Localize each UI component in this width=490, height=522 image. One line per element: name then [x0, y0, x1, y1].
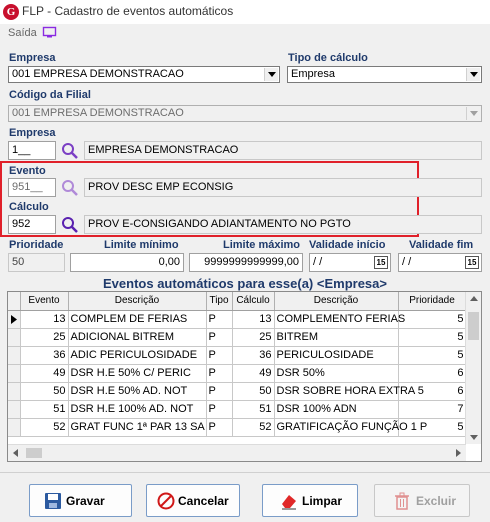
table-row[interactable] [8, 418, 466, 436]
cell-prioridade[interactable]: 5 [398, 310, 466, 328]
limite-maximo-value: 9999999999999,00 [204, 256, 299, 268]
row-indicator[interactable] [8, 382, 20, 400]
row-indicator[interactable] [8, 328, 20, 346]
calculo-label: Cálculo [9, 201, 49, 213]
chevron-down-icon[interactable] [466, 68, 480, 81]
excluir-button[interactable] [374, 484, 470, 517]
col-header-evento[interactable]: Evento [20, 292, 68, 310]
scroll-down-icon[interactable] [470, 435, 478, 440]
prioridade-label: Prioridade [9, 239, 64, 251]
empresa-select-value: 001 EMPRESA DEMONSTRACAO [12, 68, 184, 80]
calculo-name-value: PROV E-CONSIGANDO ADIANTAMENTO NO PGTO [88, 218, 351, 230]
cell-tipo[interactable]: P [206, 364, 232, 382]
chevron-down-icon[interactable] [264, 68, 278, 81]
col-header-descricao[interactable]: Descrição [68, 292, 206, 310]
footer-divider [0, 472, 490, 473]
cell-descricao-calculo[interactable]: GRATIFICAÇÃO FUNÇÃO 1 P [274, 418, 398, 436]
cell-tipo[interactable]: P [206, 346, 232, 364]
cell-calculo[interactable]: 25 [232, 328, 274, 346]
prioridade-field [8, 253, 65, 272]
calculo-code-input[interactable] [8, 215, 56, 234]
codigo-filial-value: 001 EMPRESA DEMONSTRACAO [12, 107, 184, 119]
cell-tipo[interactable]: P [206, 328, 232, 346]
scroll-up-icon[interactable] [470, 296, 478, 301]
cell-evento[interactable]: 49 [20, 364, 68, 382]
limite-minimo-value: 0,00 [158, 256, 180, 268]
horizontal-scroll-thumb[interactable] [26, 448, 42, 458]
cell-prioridade[interactable]: 5 [398, 328, 466, 346]
limpar-button[interactable] [262, 484, 358, 517]
validade-inicio-label: Validade início [309, 239, 386, 251]
table-row[interactable] [8, 310, 466, 328]
cell-prioridade[interactable]: 6 [398, 382, 466, 400]
cancelar-label: Cancelar [178, 494, 229, 508]
row-indicator[interactable] [8, 364, 20, 382]
search-icon[interactable] [61, 179, 79, 197]
limite-maximo-input[interactable] [189, 253, 303, 272]
excluir-label: Excluir [416, 494, 457, 508]
cell-descricao-calculo[interactable]: DSR SOBRE HORA EXTRA 5 [274, 382, 398, 400]
table-row[interactable] [8, 328, 466, 346]
empresa-label: Empresa [9, 52, 56, 64]
evento-name-field [84, 178, 482, 197]
window-title: FLP - Cadastro de eventos automáticos [22, 4, 234, 18]
evento-name-value: PROV DESC EMP ECONSIG [88, 181, 234, 193]
cell-evento[interactable]: 50 [20, 382, 68, 400]
calculo-name-field [84, 215, 482, 234]
limite-minimo-input[interactable] [70, 253, 184, 272]
tipo-calculo-label: Tipo de cálculo [288, 52, 368, 64]
cell-prioridade[interactable]: 6 [398, 364, 466, 382]
limite-maximo-label: Limite máximo [223, 239, 301, 251]
gravar-button[interactable] [29, 484, 132, 517]
codigo-filial-label: Código da Filial [9, 89, 91, 101]
validade-fim-label: Validade fim [409, 239, 474, 251]
col-header-descricao-calculo[interactable]: Descrição [274, 292, 398, 310]
grid-title: Eventos automáticos para esse(a) <Empresa> [103, 276, 387, 291]
cell-prioridade[interactable]: 5 [398, 418, 466, 436]
cell-evento[interactable]: 51 [20, 400, 68, 418]
validade-fim-value: / / [402, 256, 412, 268]
menu-saida[interactable]: Saída [8, 27, 37, 39]
cell-descricao-calculo[interactable]: PERICULOSIDADE [274, 346, 398, 364]
cell-prioridade[interactable]: 7 [398, 400, 466, 418]
cell-evento[interactable]: 13 [20, 310, 68, 328]
vertical-scrollbar[interactable] [465, 292, 481, 444]
validade-fim-input[interactable] [398, 253, 482, 272]
cell-calculo[interactable]: 50 [232, 382, 274, 400]
prioridade-value: 50 [12, 256, 25, 268]
limite-minimo-label: Limite mínimo [104, 239, 179, 251]
cell-evento[interactable]: 36 [20, 346, 68, 364]
empresa-name-field [84, 141, 482, 160]
empresa-code-input[interactable] [8, 141, 56, 160]
cell-tipo[interactable]: P [206, 310, 232, 328]
evento-label: Evento [9, 165, 46, 177]
empresa-name-value: EMPRESA DEMONSTRACAO [88, 144, 239, 156]
eventos-grid[interactable] [7, 291, 482, 462]
codigo-filial-select[interactable] [8, 105, 482, 122]
cell-calculo[interactable]: 51 [232, 400, 274, 418]
cell-tipo[interactable]: P [206, 400, 232, 418]
monitor-icon[interactable] [43, 27, 56, 38]
calculo-code-value: 952 [12, 218, 31, 230]
row-indicator[interactable] [8, 310, 20, 328]
cell-tipo[interactable]: P [206, 418, 232, 436]
cancel-icon [157, 492, 175, 510]
cancelar-button[interactable] [146, 484, 240, 517]
grid-header-indicator [8, 292, 20, 310]
cell-descricao[interactable]: DSR H.E 100% AD. NOT [68, 400, 206, 418]
row-indicator[interactable] [8, 418, 20, 436]
scroll-right-icon[interactable] [456, 449, 461, 457]
calendar-icon[interactable]: 15 [465, 256, 479, 269]
cell-calculo[interactable]: 13 [232, 310, 274, 328]
cell-calculo[interactable]: 52 [232, 418, 274, 436]
gravar-label: Gravar [66, 494, 105, 508]
tipo-calculo-value: Empresa [291, 68, 336, 80]
table-row[interactable] [8, 400, 466, 418]
limpar-label: Limpar [302, 494, 343, 508]
cell-descricao-calculo[interactable]: BITREM [274, 328, 398, 346]
row-indicator[interactable] [8, 346, 20, 364]
cell-calculo[interactable]: 49 [232, 364, 274, 382]
scroll-left-icon[interactable] [13, 449, 18, 457]
col-header-calculo[interactable]: Cálculo [232, 292, 274, 310]
table-row[interactable] [8, 346, 466, 364]
row-pointer-icon [11, 315, 17, 324]
save-icon [44, 492, 62, 510]
cell-descricao-calculo[interactable]: COMPLEMENTO FERIAS [274, 310, 398, 328]
horizontal-scrollbar[interactable] [8, 444, 466, 461]
eraser-icon [280, 492, 298, 510]
search-icon[interactable] [61, 216, 79, 234]
cell-prioridade[interactable]: 5 [398, 346, 466, 364]
cell-tipo[interactable]: P [206, 382, 232, 400]
calendar-icon[interactable]: 15 [374, 256, 388, 269]
table-row[interactable] [8, 364, 466, 382]
col-header-tipo[interactable]: Tipo [206, 292, 232, 310]
chevron-down-icon[interactable] [466, 107, 480, 120]
search-icon[interactable] [61, 142, 79, 160]
row-indicator[interactable] [8, 400, 20, 418]
empresa-select[interactable] [8, 66, 280, 83]
empresa-lookup-label: Empresa [9, 127, 56, 139]
cell-descricao[interactable]: ADICIONAL BITREM [68, 328, 206, 346]
app-logo-icon: G [3, 4, 19, 20]
cell-evento[interactable]: 25 [20, 328, 68, 346]
table-row[interactable] [8, 382, 466, 400]
eventos-table [8, 292, 467, 437]
cell-descricao-calculo[interactable]: DSR 50% [274, 364, 398, 382]
trash-icon [393, 492, 411, 510]
evento-code-input[interactable] [8, 178, 56, 197]
cell-descricao[interactable]: GRAT FUNC 1ª PAR 13 SA [68, 418, 206, 436]
col-header-prioridade[interactable]: Prioridade [398, 292, 466, 310]
cell-descricao[interactable]: COMPLEM DE FERIAS [68, 310, 206, 328]
tipo-calculo-select[interactable] [287, 66, 482, 83]
empresa-code-value: 1__ [12, 144, 31, 156]
cell-evento[interactable]: 52 [20, 418, 68, 436]
cell-descricao[interactable]: ADIC PERICULOSIDADE [68, 346, 206, 364]
cell-calculo[interactable]: 36 [232, 346, 274, 364]
validade-inicio-input[interactable] [309, 253, 391, 272]
cell-descricao-calculo[interactable]: DSR 100% ADN [274, 400, 398, 418]
cell-descricao[interactable]: DSR H.E 50% C/ PERIC [68, 364, 206, 382]
evento-code-value: 951__ [12, 181, 43, 193]
vertical-scroll-thumb[interactable] [468, 312, 479, 340]
cell-descricao[interactable]: DSR H.E 50% AD. NOT [68, 382, 206, 400]
validade-inicio-value: / / [313, 256, 323, 268]
